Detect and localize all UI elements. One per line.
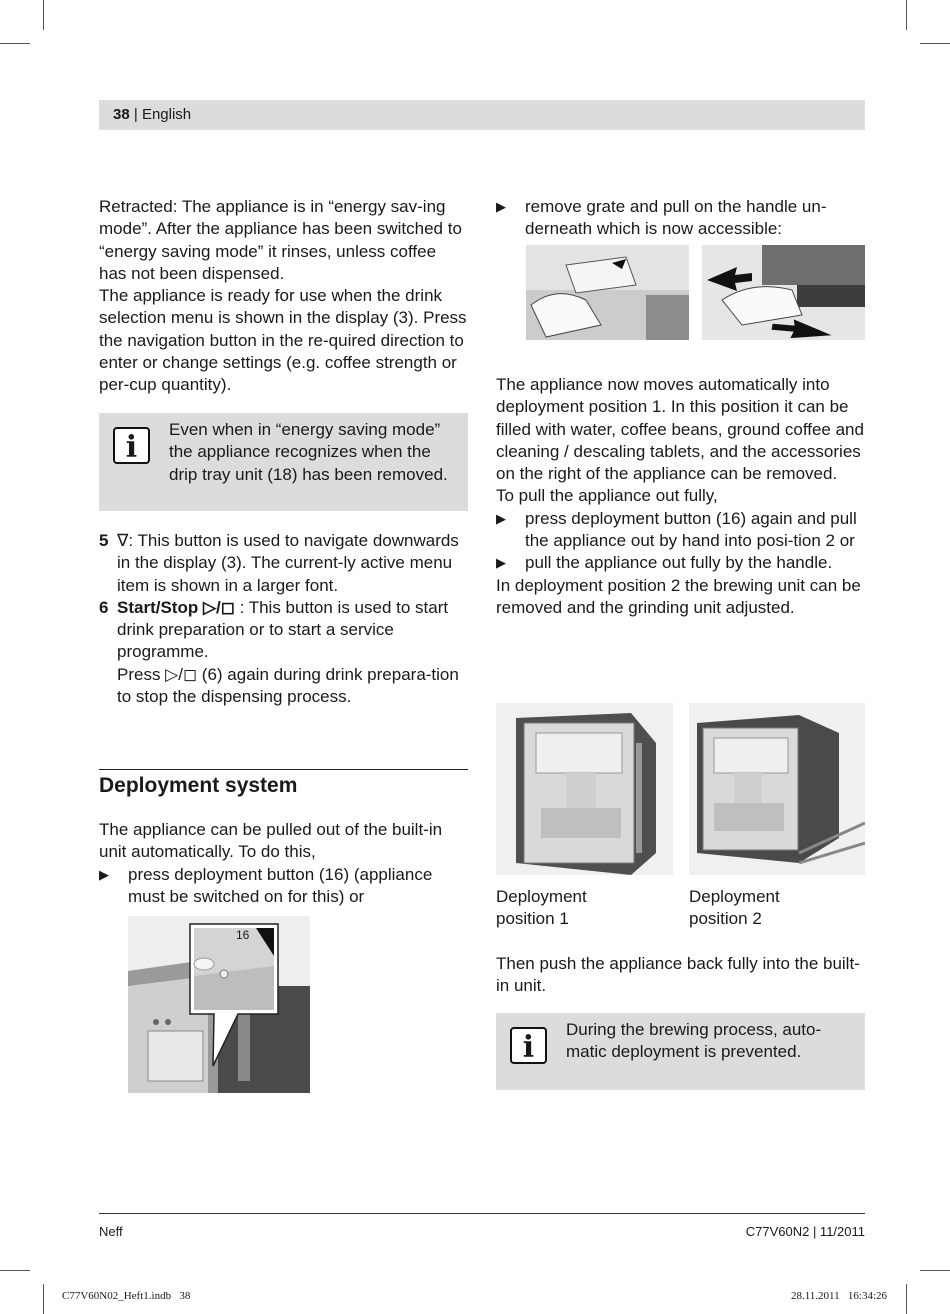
list-item-5 <box>99 530 468 597</box>
bullet-item <box>99 864 468 909</box>
crop-mark <box>920 43 950 44</box>
bullet-text: pull the appliance out fully by the handle. <box>525 553 833 573</box>
item-bold-label: Start/Stop ▷/◻ <box>117 597 235 617</box>
grate-removal-figure-1 <box>526 245 689 340</box>
right-para-4: Then push the appliance back fully into the built-in unit. <box>496 954 860 996</box>
bullet-text: press deployment button (16) (appliance must be switched on for this) or <box>128 864 433 906</box>
deployment-position-2-figure <box>689 703 865 875</box>
crop-mark <box>43 0 44 30</box>
info-icon: i <box>510 1027 547 1064</box>
bullet-text: remove grate and pull on the handle un-derneath which is now accessible: <box>525 197 827 239</box>
bullet-arrow-icon: ▶ <box>99 866 109 882</box>
page-number: 38 <box>113 106 130 123</box>
item-number: 5 <box>99 531 109 550</box>
page-header <box>99 100 865 130</box>
bullet-item <box>496 508 865 553</box>
appliance-position-1-illustration <box>496 703 673 875</box>
header-text <box>113 106 191 123</box>
left-column-bottom <box>99 819 468 908</box>
section-para: The appliance can be pulled out of the built-in unit automatically. To do this, <box>99 820 443 862</box>
item-number: 6 <box>99 597 109 617</box>
bullet-arrow-icon: ▶ <box>496 510 506 526</box>
crop-mark <box>0 1270 30 1271</box>
right-para-2: To pull the appliance out fully, <box>496 486 718 506</box>
item-text-2: Press ▷/◻ (6) again during drink prepara-tion to stop the dispensing process. <box>117 664 459 707</box>
bullet-arrow-icon: ▶ <box>496 199 506 214</box>
info-note-left <box>99 413 468 511</box>
appliance-position-2-illustration <box>689 703 865 875</box>
info-text-left: Even when in “energy saving mode” the appliance recognizes when the drip tray unit (18) has been removed. <box>169 420 448 484</box>
deployment-button-figure <box>128 916 310 1093</box>
callout-number: 16 <box>236 928 250 942</box>
print-slug-timestamp: 28.11.2011 16:34:26 <box>790 1290 887 1302</box>
bullet-item <box>496 196 865 241</box>
info-note-right <box>496 1013 865 1090</box>
section-heading: Deployment system <box>99 769 468 798</box>
right-para-1: The appliance now moves automatically into deployment position 1. In this position it can be filled with water, coffee beans, ground coffee and cleaning / descaling tablets, and the accessories on the right of the appliance can be removed. <box>496 375 864 484</box>
print-slug-file: C77V60N02_Heft1.indb 38 <box>62 1290 191 1302</box>
bullet-item <box>496 552 865 574</box>
caption-2: Deployment position 2 <box>689 887 780 929</box>
grate-removal-figure-2 <box>702 245 865 340</box>
left-para-2: The appliance is ready for use when the drink selection menu is shown in the display (3). Press the navigation button in the re-quired direction to enter or change settings (e.g. coffee strength or per-cup quantity). <box>99 286 467 395</box>
footer-rule <box>99 1213 865 1214</box>
crop-mark <box>906 1284 907 1314</box>
footer-model: C77V60N2 | 11/2011 <box>745 1224 865 1239</box>
grate-illustration <box>526 245 689 340</box>
handle-pull-illustration <box>702 245 865 340</box>
left-para-1: Retracted: The appliance is in “energy sav-ing mode”. After the appliance has been switched to “energy saving mode” it rinses, unless coffee has not been dispensed. <box>99 197 462 283</box>
item-text: ∇: This button is used to navigate downwards in the display (3). The current-ly active menu item is shown in a larger font. <box>117 531 459 595</box>
deployment-position-1-figure <box>496 703 673 875</box>
list-item-6 <box>99 597 468 708</box>
right-column-middle <box>496 374 865 619</box>
right-column-top <box>496 196 865 241</box>
left-column-list <box>99 530 468 708</box>
crop-mark <box>906 0 907 30</box>
header-language: English <box>141 106 192 123</box>
header-separator: | <box>133 106 138 123</box>
caption-1: Deployment position 1 <box>496 887 587 929</box>
bullet-text: press deployment button (16) again and pull the appliance out by hand into posi-tion 2 or <box>525 508 857 551</box>
crop-mark <box>920 1270 950 1271</box>
bullet-arrow-icon: ▶ <box>496 555 506 571</box>
footer-brand: Neff <box>99 1224 123 1239</box>
right-para-3: In deployment position 2 the brewing unit can be removed and the grinding unit adjusted. <box>496 575 861 617</box>
item-text: : This button is used to start drink preparation or to start a service programme. <box>117 597 449 662</box>
crop-mark <box>43 1284 44 1314</box>
left-column-top <box>99 196 468 397</box>
info-text-right: During the brewing process, auto-matic deployment is prevented. <box>566 1020 822 1062</box>
appliance-closeup-illustration <box>128 916 310 1093</box>
info-icon: i <box>113 427 150 464</box>
crop-mark <box>0 43 30 44</box>
